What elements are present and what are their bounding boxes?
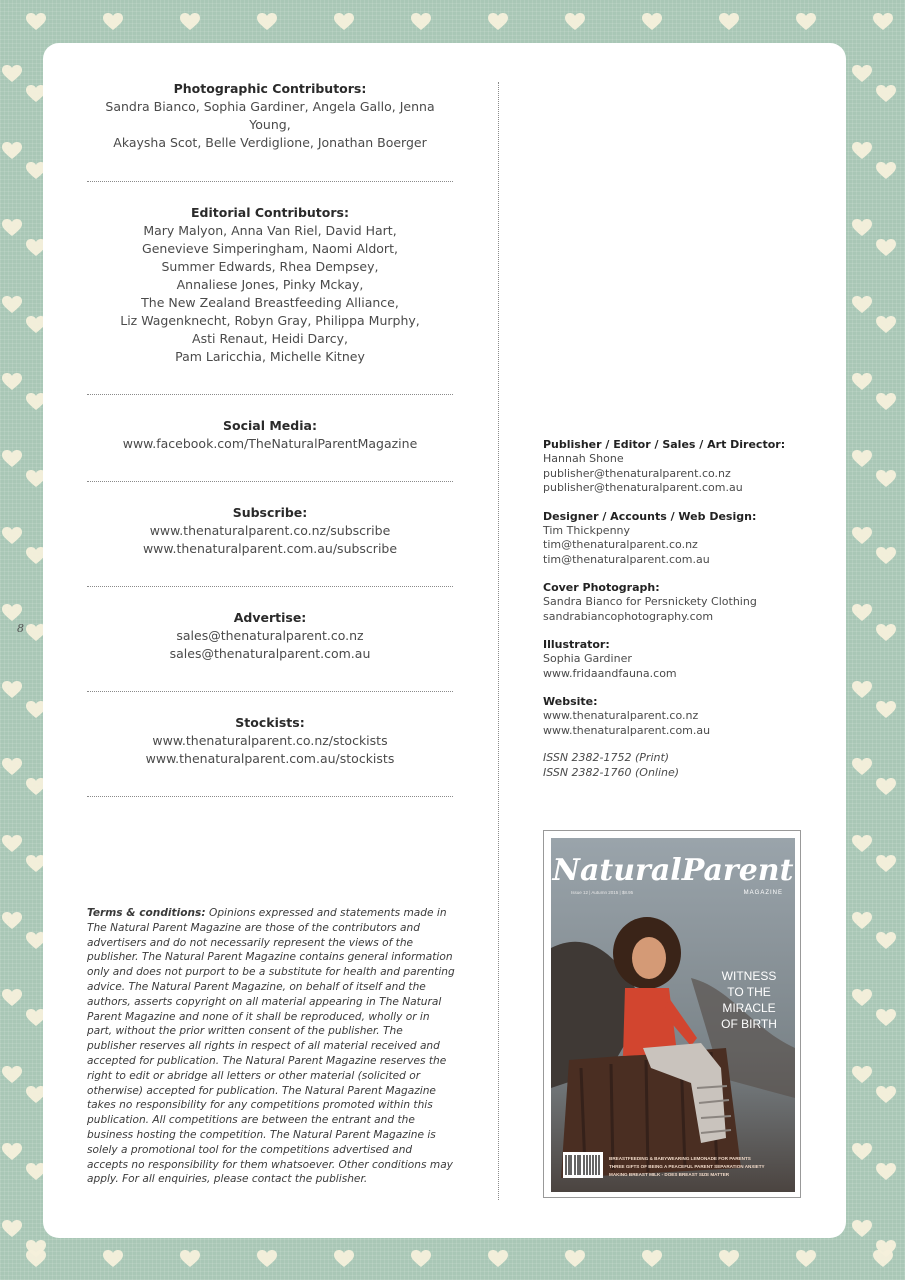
column-divider bbox=[498, 82, 499, 1200]
heart-icon bbox=[180, 13, 200, 31]
subscribe-link-nz[interactable]: www.thenaturalparent.co.nz/subscribe bbox=[149, 523, 391, 538]
credit-heading: Designer / Accounts / Web Design: bbox=[543, 509, 757, 523]
heart-icon bbox=[852, 758, 872, 776]
heart-icon bbox=[876, 1086, 896, 1104]
stockists-block bbox=[87, 692, 453, 768]
heart-icon bbox=[852, 1066, 872, 1084]
credit-email[interactable]: publisher@thenaturalparent.com.au bbox=[543, 481, 743, 494]
stockists-link-nz[interactable]: www.thenaturalparent.co.nz/stockists bbox=[152, 733, 388, 748]
stockists-link-au[interactable]: www.thenaturalparent.com.au/stockists bbox=[145, 751, 395, 766]
heart-icon bbox=[852, 1220, 872, 1238]
heart-icon bbox=[488, 1250, 508, 1268]
cover-logo: NaturalParent bbox=[552, 853, 794, 888]
heart-icon bbox=[180, 1250, 200, 1268]
credit-link[interactable]: www.thenaturalparent.co.nz bbox=[543, 709, 699, 722]
cover-headline-line: TO THE bbox=[727, 985, 771, 999]
editorial-contributors-block bbox=[87, 182, 453, 366]
block-heading: Editorial Contributors: bbox=[191, 205, 349, 220]
block-heading: Stockists: bbox=[235, 715, 305, 730]
cover-headline-line: WITNESS bbox=[721, 969, 777, 983]
heart-icon bbox=[103, 1250, 123, 1268]
advertise-email-nz[interactable]: sales@thenaturalparent.co.nz bbox=[176, 628, 364, 643]
heart-icon bbox=[2, 219, 22, 237]
credit-link[interactable]: www.thenaturalparent.com.au bbox=[543, 723, 711, 737]
cover-bottom-line: THREE GIFTS OF BEING A PEACEFUL PARENT SEPARATION ANXIETY bbox=[609, 1164, 765, 1169]
heart-icon bbox=[2, 1220, 22, 1238]
heart-icon bbox=[876, 855, 896, 873]
issn-print: ISSN 2382-1752 (Print) bbox=[543, 751, 670, 764]
heart-icon bbox=[2, 65, 22, 83]
heart-icon bbox=[2, 1066, 22, 1084]
heart-icon bbox=[103, 13, 123, 31]
heart-icon bbox=[876, 778, 896, 796]
block-line: Genevieve Simperingham, Naomi Aldort, bbox=[142, 241, 398, 256]
photographic-contributors-block bbox=[87, 78, 453, 152]
block-line: Liz Wagenknecht, Robyn Gray, Philippa Murphy, bbox=[120, 313, 420, 328]
heart-icon bbox=[876, 162, 896, 180]
heart-icon bbox=[2, 296, 22, 314]
magazine-cover-thumbnail bbox=[543, 830, 801, 1198]
block-line: Akaysha Scot, Belle Verdiglione, Jonathan Boerger bbox=[113, 135, 427, 150]
heart-icon bbox=[876, 1240, 896, 1258]
block-line: Mary Malyon, Anna Van Riel, David Hart, bbox=[143, 223, 397, 238]
heart-icon bbox=[852, 681, 872, 699]
heart-icon bbox=[411, 13, 431, 31]
cover-headline-line: OF BIRTH bbox=[721, 1017, 777, 1031]
heart-icon bbox=[876, 932, 896, 950]
credit-heading: Cover Photograph: bbox=[543, 581, 660, 594]
heart-icon bbox=[852, 527, 872, 545]
credit-link[interactable]: www.fridaandfauna.com bbox=[543, 666, 677, 680]
issn-block bbox=[543, 751, 833, 780]
subscribe-block bbox=[87, 482, 453, 558]
heart-icon bbox=[852, 835, 872, 853]
block-line: The New Zealand Breastfeeding Alliance, bbox=[141, 295, 399, 310]
heart-icon bbox=[257, 1250, 277, 1268]
credit-email[interactable]: publisher@thenaturalparent.co.nz bbox=[543, 466, 731, 480]
cover-bottom-line: MAKING BREAST MILK - DOES BREAST SIZE MATTER bbox=[609, 1172, 730, 1177]
cover-bottom-line: BREASTFEEDING & BABYWEARING LEMONADE FOR PARENTS bbox=[609, 1156, 751, 1161]
credits-column bbox=[543, 437, 833, 780]
heart-icon bbox=[852, 1143, 872, 1161]
heart-icon bbox=[852, 373, 872, 391]
heart-icon bbox=[796, 13, 816, 31]
heart-icon bbox=[257, 13, 277, 31]
heart-icon bbox=[852, 296, 872, 314]
heart-icon bbox=[852, 219, 872, 237]
heart-icon bbox=[852, 65, 872, 83]
heart-icon bbox=[2, 373, 22, 391]
heart-icon bbox=[876, 1009, 896, 1027]
cover-face bbox=[632, 937, 666, 979]
heart-icon bbox=[2, 142, 22, 160]
heart-icon bbox=[488, 13, 508, 31]
heart-icon bbox=[876, 547, 896, 565]
cover-issue-line: Issue 12 | Autumn 2015 | $8.95 bbox=[571, 890, 634, 895]
heart-icon bbox=[2, 450, 22, 468]
heart-icon bbox=[565, 13, 585, 31]
page-number: 8 bbox=[17, 622, 24, 635]
publisher-credit bbox=[543, 437, 833, 496]
heart-icon bbox=[876, 239, 896, 257]
terms-and-conditions bbox=[87, 906, 455, 1187]
heart-icon bbox=[26, 13, 46, 31]
cover-photograph-credit bbox=[543, 580, 833, 624]
credit-email[interactable]: tim@thenaturalparent.com.au bbox=[543, 552, 710, 566]
credit-line: Sophia Gardiner bbox=[543, 652, 632, 665]
heart-icon bbox=[873, 13, 893, 31]
subscribe-link-au[interactable]: www.thenaturalparent.com.au/subscribe bbox=[142, 541, 398, 556]
terms-text: Opinions expressed and statements made in The Natural Parent Magazine are those of the contributors and advertisers and do not necessarily represent the views of the publisher. The Natural Parent Magazine contains general information only and does not purport to be a substitute for health and parenting advice. The Natural Parent Magazine, on behalf of itself and the authors, asserts copyright on all material appearing in The Natural Parent Magazine and none of it shall be reproduced, wholly or in part, without the prior written consent of the publisher. The publisher reserves all rights in respect of all material received and accepted for publication. The Natural Parent Magazine reserves the right to edit or abridge all letters or other material (solicited or otherwise) accepted for publication. The Natural Parent Magazine takes no responsibility for any competitions promoted within this publication. All competitions are between the entrant and the business hosting the competition. The Natural Parent Magazine is solely a promotional tool for the competitions advertised and accepts no responsibility for them whatsoever. Other conditions may apply. For all enquiries, please contact the publisher. bbox=[87, 907, 455, 1186]
heart-icon bbox=[719, 13, 739, 31]
heart-icon bbox=[796, 1250, 816, 1268]
heart-icon bbox=[876, 470, 896, 488]
heart-icon bbox=[876, 393, 896, 411]
heart-icon bbox=[642, 13, 662, 31]
heart-icon bbox=[2, 989, 22, 1007]
heart-icon bbox=[876, 1163, 896, 1181]
heart-icon bbox=[2, 758, 22, 776]
contributors-column bbox=[87, 78, 453, 797]
heart-icon bbox=[876, 316, 896, 334]
heart-icon bbox=[852, 142, 872, 160]
heart-icon bbox=[334, 13, 354, 31]
credit-heading: Publisher / Editor / Sales / Art Director: bbox=[543, 438, 786, 451]
website-credit bbox=[543, 694, 833, 738]
heart-icon bbox=[852, 912, 872, 930]
social-media-block bbox=[87, 395, 453, 453]
magazine-cover-image bbox=[551, 838, 795, 1192]
block-line: Annaliese Jones, Pinky Mckay, bbox=[176, 277, 364, 292]
heart-icon bbox=[2, 604, 22, 622]
credit-heading: Illustrator: bbox=[543, 638, 610, 651]
heart-icon bbox=[852, 450, 872, 468]
block-line: Pam Laricchia, Michelle Kitney bbox=[175, 349, 365, 364]
designer-credit bbox=[543, 509, 833, 568]
heart-icon bbox=[852, 989, 872, 1007]
block-heading: Photographic Contributors: bbox=[173, 81, 367, 96]
heart-icon bbox=[876, 701, 896, 719]
block-heading: Advertise: bbox=[233, 610, 307, 625]
block-heading: Subscribe: bbox=[232, 505, 308, 520]
block-line: Sandra Bianco, Sophia Gardiner, Angela Gallo, Jenna Young, bbox=[105, 99, 435, 132]
heart-icon bbox=[565, 1250, 585, 1268]
heart-icon bbox=[2, 1143, 22, 1161]
dotted-separator bbox=[87, 796, 453, 797]
heart-icon bbox=[2, 835, 22, 853]
credit-link[interactable]: sandrabiancophotography.com bbox=[543, 609, 714, 623]
heart-icon bbox=[876, 85, 896, 103]
advertise-block bbox=[87, 587, 453, 663]
illustrator-credit bbox=[543, 637, 833, 681]
heart-icon bbox=[2, 912, 22, 930]
heart-icon bbox=[334, 1250, 354, 1268]
block-line: Summer Edwards, Rhea Dempsey, bbox=[161, 259, 379, 274]
credit-line: Hannah Shone bbox=[543, 452, 624, 465]
issn-online: ISSN 2382-1760 (Online) bbox=[543, 765, 680, 779]
cover-headline-line: MIRACLE bbox=[722, 1001, 776, 1015]
heart-icon bbox=[852, 604, 872, 622]
credit-line: Tim Thickpenny bbox=[543, 523, 631, 537]
heart-icon bbox=[2, 527, 22, 545]
heart-icon bbox=[26, 1240, 46, 1258]
heart-icon bbox=[719, 1250, 739, 1268]
heart-icon bbox=[2, 681, 22, 699]
block-heading: Social Media: bbox=[223, 418, 317, 433]
facebook-link[interactable]: www.facebook.com/TheNaturalParentMagazine bbox=[122, 436, 418, 451]
heart-icon bbox=[411, 1250, 431, 1268]
block-line: Asti Renaut, Heidi Darcy, bbox=[192, 331, 348, 346]
credit-line: Sandra Bianco for Persnickety Clothing bbox=[543, 595, 757, 608]
credit-email[interactable]: tim@thenaturalparent.co.nz bbox=[543, 538, 698, 551]
cover-logo-subtitle: MAGAZINE bbox=[743, 890, 783, 896]
heart-icon bbox=[642, 1250, 662, 1268]
advertise-email-au[interactable]: sales@thenaturalparent.com.au bbox=[169, 646, 371, 661]
credit-heading: Website: bbox=[543, 695, 598, 708]
terms-label: Terms & conditions: bbox=[87, 907, 206, 919]
heart-icon bbox=[876, 624, 896, 642]
